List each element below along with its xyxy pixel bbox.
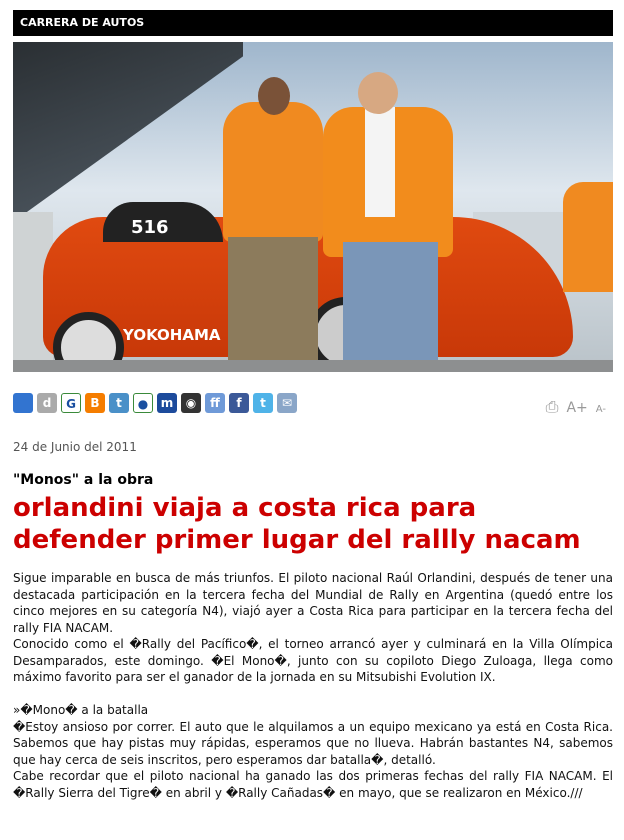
- newsvine-icon[interactable]: ◉: [181, 393, 201, 413]
- print-icon[interactable]: ⎙: [545, 397, 559, 416]
- share-bar: [13, 393, 297, 413]
- delicious-icon[interactable]: [13, 393, 33, 413]
- email-icon[interactable]: ✉: [277, 393, 297, 413]
- facebook-icon[interactable]: f: [229, 393, 249, 413]
- article-tools: [546, 397, 606, 417]
- technorati-icon[interactable]: t: [109, 393, 129, 413]
- article-date: 24 de Junio del 2011: [13, 440, 137, 454]
- friendfeed-icon[interactable]: ff: [205, 393, 225, 413]
- paragraph: Conocido como el �Rally del Pacífico�, el torneo arrancó ayer y culminará en la Villa Olímpica Desamparados, este domingo. �El Mono�, junto con su copiloto Diego Zuloaga, llega como máximo favorito para ser el ganador de la jornada en su Mitsubishi Evolution IX.: [13, 637, 613, 684]
- myspace-icon[interactable]: m: [157, 393, 177, 413]
- google-icon[interactable]: G: [61, 393, 81, 413]
- digg-icon[interactable]: d: [37, 393, 57, 413]
- google-buzz-icon[interactable]: ●: [133, 393, 153, 413]
- paragraph-spacer: [13, 686, 613, 703]
- car-number: 516: [131, 217, 169, 238]
- paragraph: �Estoy ansioso por correr. El auto que le alquilamos a un equipo mexicano ya está en Costa Rica. Sabemos que hay pistas muy rápidas, esperamos que no llueva. Habrán bastantes N4, sabemos que hay cerca de seis inscritos, pero esperamos dar batalla�, detalló.: [13, 719, 613, 767]
- paragraph: Sigue imparable en busca de más triunfos. El piloto nacional Raúl Orlandini, después de tener una destacada participación en la tercera fecha del Mundial de Rally en Argentina (quedó entre los cinco mejores en su categoría N4), viajó ayer a Costa Rica para participar en la tercera fecha del rally FIA NACAM.: [13, 571, 613, 635]
- section-heading: »�Mono� a la batalla: [13, 703, 149, 717]
- twitter-icon[interactable]: t: [253, 393, 273, 413]
- font-increase-button[interactable]: A+: [566, 400, 588, 416]
- section-header: CARRERA DE AUTOS: [13, 10, 613, 36]
- article-photo: [13, 42, 613, 372]
- font-decrease-button[interactable]: A-: [595, 404, 606, 415]
- article-body: [13, 570, 613, 801]
- paragraph: Cabe recordar que el piloto nacional ha ganado las dos primeras fechas del rally FIA NACAM. El �Rally Sierra del Tigre� en abril y �Rally Cañadas� en mayo, que se realizaron en México.///: [13, 769, 613, 800]
- blogger-icon[interactable]: B: [85, 393, 105, 413]
- article-headline: orlandini viaja a costa rica para defender primer lugar del rallly nacam: [13, 493, 581, 555]
- article-subtitle: "Monos" a la obra: [13, 472, 154, 488]
- car-sponsor: YOKOHAMA: [123, 326, 221, 344]
